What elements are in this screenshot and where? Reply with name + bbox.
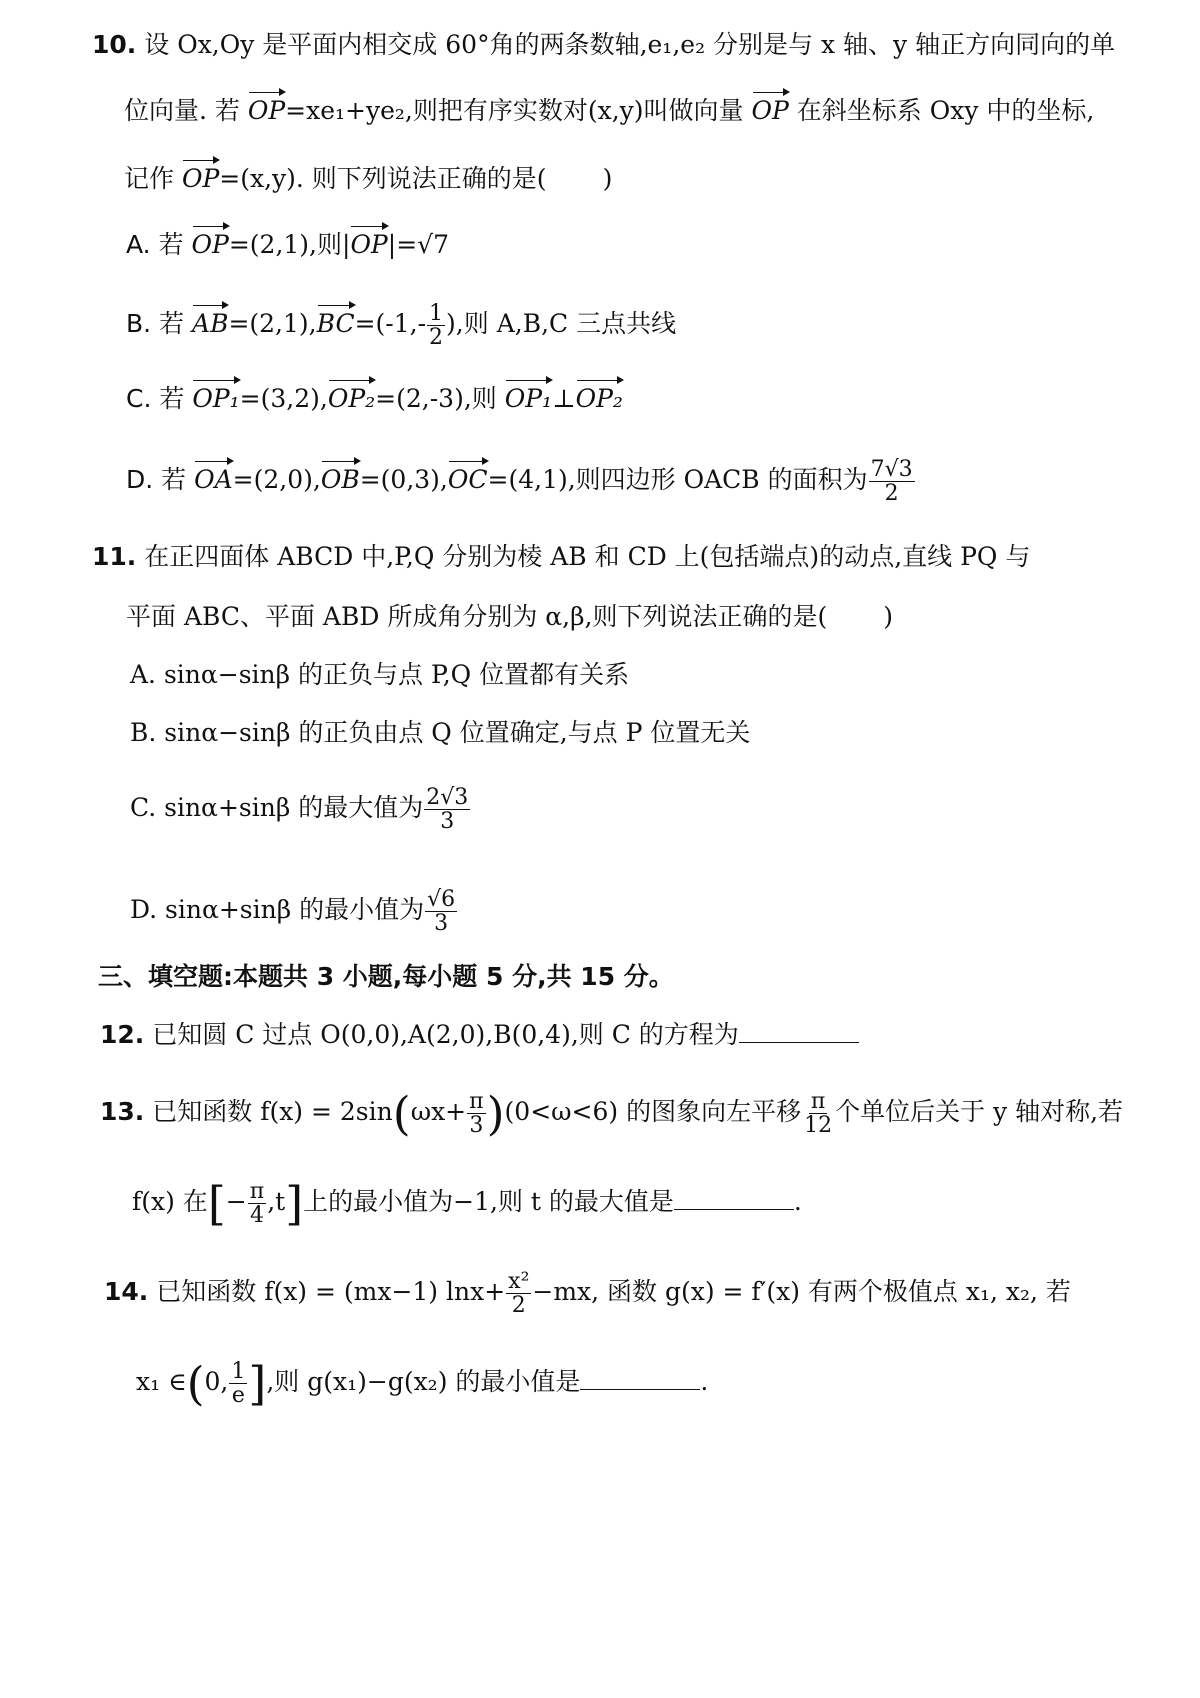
denominator: 4: [249, 1203, 264, 1229]
q14-text-2a: x₁ ∈: [136, 1367, 187, 1397]
q10-text-3c: ): [602, 164, 613, 193]
vector-AB: AB: [192, 305, 228, 336]
q10-line1: [92, 28, 1115, 62]
vector-OP1: OP₁: [505, 380, 552, 411]
q10-text-2c: 在斜坐标系 Oxy 中的坐标,: [788, 96, 1095, 125]
q11-option-d: [130, 888, 458, 935]
option-label: D.: [126, 465, 154, 495]
denominator: 3: [434, 911, 449, 937]
denominator: 3: [469, 1113, 484, 1139]
q10-optD-c: =(0,3),: [359, 465, 448, 495]
fraction-pi-4: [248, 1180, 266, 1227]
numerator: π: [469, 1089, 484, 1114]
fraction-pi-12: [802, 1090, 834, 1137]
vector-BC: BC: [317, 305, 355, 336]
q10-optD-a: 若: [161, 465, 195, 495]
q14-text-2c: ,则 g(x₁)−g(x₂) 的最小值是: [266, 1367, 581, 1397]
q10-optC-b: =(3,2),: [239, 384, 328, 413]
option-label: B.: [126, 309, 152, 339]
q11-line1: [92, 540, 1030, 574]
q10-text-2b: =xe₁+ye₂,则把有序实数对(x,y)叫做向量: [285, 96, 752, 125]
q10-optA-b: =(2,1),则|: [228, 230, 351, 259]
q11-text-1: 在正四面体 ABCD 中,P,Q 分别为棱 AB 和 CD 上(包括端点)的动点,直线 PQ 与: [144, 542, 1031, 571]
numerator: 1: [231, 1359, 246, 1384]
q10-text-1: 设 Ox,Oy 是平面内相交成 60°角的两条数轴,e₁,e₂ 分别是与 x 轴、y 轴正方向同向的单: [144, 30, 1116, 59]
q13-text-2a: f(x) 在: [132, 1187, 208, 1217]
vector-OB: OB: [321, 461, 360, 492]
numerator: 2√3: [426, 785, 469, 810]
vector-OC: OC: [448, 461, 488, 492]
q10-text-3b: =(x,y). 则下列说法正确的是(: [219, 164, 547, 193]
q12-line: [100, 1018, 859, 1052]
q10-optC-a: 若: [159, 384, 193, 413]
perpendicular-symbol: ⊥: [552, 384, 576, 413]
q10-optD-b: =(2,0),: [232, 465, 321, 495]
vector-OP: OP: [248, 92, 285, 123]
denominator: 3: [440, 809, 455, 835]
q14-line1: [104, 1270, 1071, 1317]
q13-text-d: 个单位后关于 y 轴对称,若: [835, 1097, 1124, 1127]
q10-line2: [124, 92, 1094, 128]
fraction-x2-2: [506, 1270, 531, 1317]
q10-option-d: [126, 458, 916, 505]
numerator: √6: [427, 887, 456, 912]
answer-blank[interactable]: [739, 1020, 859, 1043]
numerator: 7√3: [870, 457, 913, 482]
vector-OP: OP: [182, 160, 219, 191]
numerator: x²: [508, 1269, 530, 1294]
section-heading: 三、填空题:本题共 3 小题,每小题 5 分,共 15 分。: [98, 962, 674, 991]
q11-option-b: B. sinα−sinβ 的正负由点 Q 位置确定,与点 P 位置无关: [130, 718, 751, 747]
vector-OP2: OP₂: [328, 380, 375, 411]
q11-line2: [126, 600, 893, 634]
q10-optB-a: 若: [159, 309, 193, 339]
q10-option-b: [126, 302, 676, 349]
vector-OP1: OP₁: [192, 380, 239, 411]
vector-OP: OP: [350, 226, 387, 257]
vector-OP: OP: [192, 226, 229, 257]
q11-optD-a: D. sinα+sinβ 的最小值为: [130, 895, 425, 925]
q14-text-2d: .: [700, 1367, 709, 1397]
q12-text: 已知圆 C 过点 O(0,0),A(2,0),B(0,4),则 C 的方程为: [152, 1020, 739, 1049]
q10-option-a: [126, 226, 449, 262]
q10-number: 10.: [92, 30, 137, 59]
q10-optA-c: |=√7: [387, 230, 449, 259]
q10-optB-d: ),则 A,B,C 三点共线: [446, 309, 677, 339]
q13-text-a: 已知函数 f(x) = 2sin: [152, 1097, 393, 1127]
vector-OP: OP: [752, 92, 789, 123]
option-label: C.: [126, 384, 152, 413]
q11-number: 11.: [92, 542, 137, 571]
fraction-max: [424, 786, 470, 833]
q11-text-2a: 平面 ABC、平面 ABD 所成角分别为 α,β,则下列说法正确的是(: [126, 602, 828, 631]
q10-optB-c: =(-1,-: [354, 309, 427, 339]
denominator: 2: [884, 481, 899, 507]
q14-text-b: −mx, 函数 g(x) = f′(x) 有两个极值点 x₁, x₂, 若: [532, 1277, 1071, 1307]
q11-text-2b: ): [883, 602, 894, 631]
q13-text-b: ωx+: [410, 1097, 467, 1127]
numerator: π: [810, 1089, 826, 1114]
q11-option-a: A. sinα−sinβ 的正负与点 P,Q 位置都有关系: [130, 660, 630, 689]
q13-number: 13.: [100, 1097, 145, 1127]
numerator: 1: [429, 301, 444, 326]
q14-number: 14.: [104, 1277, 149, 1307]
q13-line2: f(x) 在[− $\frac{\pi}{4}$ ,t]上的最小值为−1,则 t 的最大值是 .: [132, 1176, 802, 1231]
denominator: 2: [511, 1293, 526, 1319]
option-label: A.: [126, 230, 151, 259]
q14-text-2b: 0,: [204, 1367, 229, 1397]
q10-optC-c: =(2,-3),则: [375, 384, 505, 413]
q13-text-2c: ,t: [267, 1187, 286, 1217]
fraction-min: [425, 888, 457, 935]
fraction-one-half: [427, 302, 445, 349]
fraction-pi-3: [467, 1090, 485, 1137]
q10-option-c: [126, 380, 623, 416]
q10-line3: [124, 160, 612, 196]
denominator: e: [231, 1383, 245, 1409]
q13-text-2e: .: [793, 1187, 802, 1217]
q14-line2: x₁ ∈(0, $\frac{1}{e}$ ],则 g(x₁)−g(x₂) 的最小值是 .: [136, 1356, 709, 1411]
q10-text-2a: 位向量. 若: [124, 96, 248, 125]
q14-text-a: 已知函数 f(x) = (mx−1) lnx+: [156, 1277, 506, 1307]
vector-OA: OA: [194, 461, 233, 492]
q11-optC-a: C. sinα+sinβ 的最大值为: [130, 793, 424, 823]
q10-optB-b: =(2,1),: [228, 309, 317, 339]
q13-text-2d: 上的最小值为−1,则 t 的最大值是: [303, 1187, 674, 1217]
answer-blank[interactable]: [580, 1367, 700, 1390]
fraction-1-e: [229, 1360, 247, 1407]
denominator: 2: [429, 325, 444, 351]
answer-blank[interactable]: [674, 1187, 794, 1210]
q13-text-c: (0<ω<6) 的图象向左平移: [504, 1097, 802, 1127]
q12-number: 12.: [100, 1020, 145, 1049]
q10-text-3a: 记作: [124, 164, 182, 193]
q10-optD-d: =(4,1),则四边形 OACB 的面积为: [487, 465, 868, 495]
q10-optA-a: 若: [158, 230, 192, 259]
q13-line1: 13. 已知函数 f(x) = 2sin(ωx+ $\frac{\pi}{3}$ )(0<ω<6) 的图象向左平移 $\frac{\pi}{12}$ 个单位后关于 y 轴对称,若: [100, 1086, 1124, 1141]
q11-option-c: [130, 786, 471, 833]
fraction-area: [869, 458, 915, 505]
denominator: 12: [804, 1113, 833, 1139]
q13-text-2b: −: [225, 1187, 247, 1217]
vector-OP2: OP₂: [576, 380, 623, 411]
numerator: π: [249, 1179, 265, 1204]
